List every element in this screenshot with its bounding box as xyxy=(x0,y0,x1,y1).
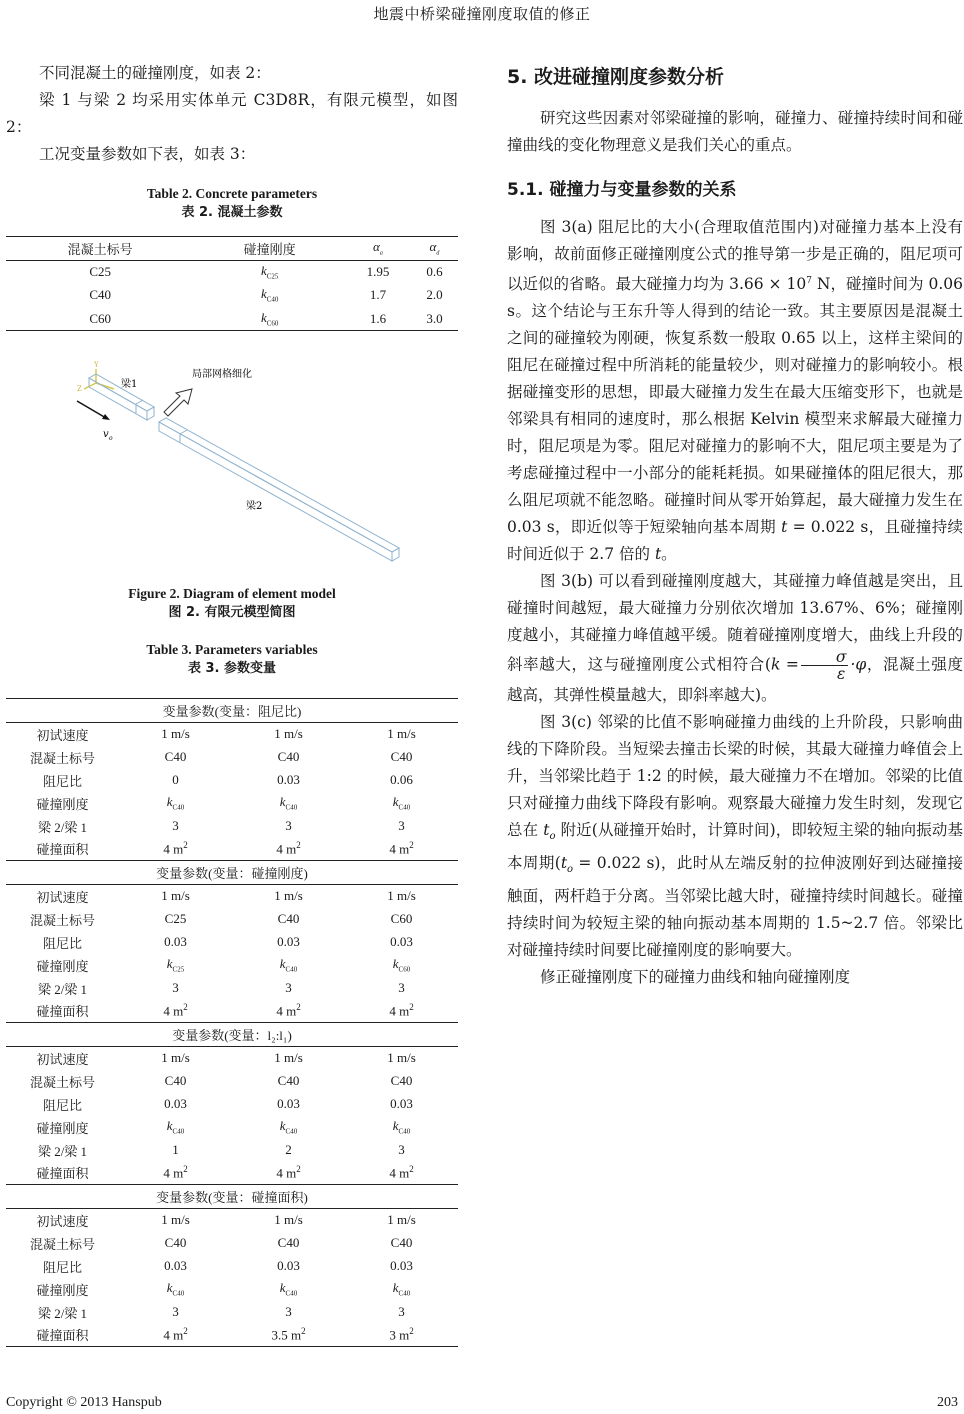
table-row xyxy=(6,1324,458,1347)
paragraph-last: 修正碰撞刚度下的碰撞力曲线和轴向碰撞刚度 xyxy=(540,968,851,987)
table3-caption-zh: 表 3. 参数变量 xyxy=(187,661,277,676)
cell-value: C40 xyxy=(390,749,413,764)
cell-value: 1 xyxy=(172,1142,179,1157)
cell-stiffness: $k_{C60}$ xyxy=(260,309,279,328)
cell-value: C40 xyxy=(164,749,187,764)
table-row xyxy=(6,307,458,331)
beam2-label: 梁2 xyxy=(246,501,263,512)
beam2-wireframe xyxy=(159,418,399,561)
table2-caption xyxy=(6,184,458,222)
velocity-arrow-icon xyxy=(77,401,110,420)
table-row xyxy=(6,1047,458,1070)
table-row xyxy=(6,931,458,954)
table-row xyxy=(6,1139,458,1162)
cell-value: 3 xyxy=(172,1304,179,1319)
row-label: 碰撞面积 xyxy=(36,1328,89,1344)
row-label: 梁 2/梁 1 xyxy=(37,819,88,835)
row-label: 碰撞面积 xyxy=(36,1004,89,1020)
axis-z-label: Z xyxy=(77,385,82,393)
table-row xyxy=(6,723,458,746)
row-label: 阻尼比 xyxy=(42,1259,82,1275)
row-label: 初试速度 xyxy=(36,889,89,905)
cell-value: 0.03 xyxy=(390,934,413,949)
figure2-caption-zh: 图 2. 有限元模型简图 xyxy=(168,605,296,620)
table-row xyxy=(6,885,458,908)
cell-value: 0 xyxy=(172,772,179,787)
cell-stiffness: $k_{C40}$ xyxy=(392,794,411,812)
table-row xyxy=(6,1232,458,1255)
table-row xyxy=(6,908,458,931)
cell-area: 4 $m^2$ xyxy=(389,840,414,857)
cell-value: 0.03 xyxy=(164,934,187,949)
table-header-row xyxy=(6,237,458,261)
row-label: 碰撞面积 xyxy=(36,1166,89,1182)
cell-value: 0.03 xyxy=(164,1258,187,1273)
row-label: 阻尼比 xyxy=(42,773,82,789)
cell-value: C25 xyxy=(164,911,187,926)
cell-value: 0.03 xyxy=(390,1258,413,1273)
row-label: 混凝土标号 xyxy=(29,1074,95,1090)
table-row xyxy=(6,1278,458,1301)
cell-value: C40 xyxy=(164,1235,187,1250)
cell-value: C40 xyxy=(277,911,300,926)
velocity-label-sub: o xyxy=(109,435,113,442)
row-label: 碰撞面积 xyxy=(36,842,89,858)
table-group-header xyxy=(6,861,458,885)
formula-lhs: k = xyxy=(770,655,799,674)
row-label: 初试速度 xyxy=(36,1213,89,1229)
cell-alpha-a: 1.6 xyxy=(369,310,387,326)
cell-area: 4 $m^2$ xyxy=(163,1326,188,1343)
cell-value: 1 m/s xyxy=(274,1212,303,1228)
cell-stiffness: $k_{C40}$ xyxy=(279,794,298,812)
cell-area: 4 $m^2$ xyxy=(276,1164,301,1181)
cell-value: 3 xyxy=(398,980,405,995)
cell-value: 0.03 xyxy=(277,934,300,949)
cell-value: 0.03 xyxy=(277,1096,300,1111)
cell-area: 4 $m^2$ xyxy=(276,1002,301,1019)
cell-value: 3 xyxy=(398,1142,405,1157)
cell-value: 1 m/s xyxy=(161,888,190,904)
row-label: 阻尼比 xyxy=(42,1097,82,1113)
cell-stiffness: $k_{C25}$ xyxy=(260,263,279,281)
table-row xyxy=(6,260,458,284)
formula-rhs: ·φ xyxy=(850,655,867,674)
table-row xyxy=(6,1093,458,1116)
mesh-refine-label: 局部网格细化 xyxy=(192,369,252,380)
group-title: 变量参数(变量：碰撞面积) xyxy=(6,1185,458,1209)
cell-value: 3 xyxy=(172,980,179,995)
row-label: 碰撞刚度 xyxy=(36,958,89,974)
cell-area: 4 $m^2$ xyxy=(276,840,301,857)
footer-page-number: 203 xyxy=(937,1395,958,1410)
mesh-refine-arrow-icon xyxy=(164,389,192,416)
cell-value: 3 xyxy=(285,818,292,833)
cell-area: 3.5 $m^2$ xyxy=(271,1326,306,1343)
cell-area: 4 $m^2$ xyxy=(389,1002,414,1019)
figure2-caption-en: Figure 2. Diagram of element model xyxy=(128,586,336,601)
col-header: 碰撞刚度 xyxy=(243,241,296,257)
table-row xyxy=(6,1116,458,1139)
table-row xyxy=(6,1070,458,1093)
paragraph: 不同混凝土的碰撞刚度，如表 2： xyxy=(39,64,271,82)
table3-caption xyxy=(6,640,458,678)
running-head-title: 地震中桥梁碰撞刚度取值的修正 xyxy=(373,7,591,23)
table-group-header xyxy=(6,699,458,723)
row-label: 梁 2/梁 1 xyxy=(37,981,88,997)
table-group-header xyxy=(6,1185,458,1209)
table-group-header xyxy=(6,1023,458,1047)
table3 xyxy=(6,698,458,1347)
paragraph: 工况变量参数如下表，如表 3： xyxy=(39,145,256,163)
left-column xyxy=(6,60,458,1347)
table-row xyxy=(6,792,458,815)
cell-value: 1 m/s xyxy=(387,726,416,742)
cell-grade: C40 xyxy=(89,287,111,303)
row-label: 碰撞刚度 xyxy=(36,1282,89,1298)
cell-value: 1 m/s xyxy=(161,1050,190,1066)
paragraph-intro: 研究这些因素对邻梁碰撞的影响，碰撞力、碰撞持续时间和碰撞曲线的变化物理意义是我们关心的重点。 xyxy=(507,109,963,154)
row-label: 碰撞刚度 xyxy=(36,1120,89,1136)
table-row xyxy=(6,1000,458,1023)
row-label: 阻尼比 xyxy=(42,935,82,951)
row-label: 混凝土标号 xyxy=(29,912,95,928)
cell-value: 3 xyxy=(398,818,405,833)
cell-stiffness: $k_{C40}$ xyxy=(166,794,185,812)
paragraph-fig3c: 图 3(c) 邻梁的比值不影响碰撞力曲线的上升阶段，只影响曲线的下降阶段。当短梁去撞击长梁的时候，其最大碰撞力峰值会上升，当邻梁比趋于 1:2 的时候，最大碰撞力不在增加。邻梁的比值只对碰撞力曲线下降段有影响。观察最大碰撞力发生时刻，发现它总在 $t_o$ 附近(从碰撞开始时，计算时间)，即较短主梁的轴向振动基本周期($t_o = 0.022$ s)，此时从左端反射的拉伸波刚好到达碰撞接触面，两杆趋于分离。当邻梁比越大时，碰撞持续时间越长。碰撞持续时间为较短主梁的轴向振动基本周期的 1.5~2.7 倍。邻梁比对碰撞持续时间要比碰撞刚度的影响要大。 xyxy=(507,713,963,960)
cell-stiffness: $k_{C40}$ xyxy=(279,1280,298,1298)
cell-value: C40 xyxy=(277,1235,300,1250)
figure2-caption xyxy=(6,584,458,622)
table2-caption-zh: 表 2. 混凝土参数 xyxy=(181,205,283,220)
col-header: $\alpha_a$ xyxy=(373,239,383,258)
cell-alpha-d: 2.0 xyxy=(426,287,443,303)
cell-value: C40 xyxy=(390,1235,413,1250)
table-row xyxy=(6,284,458,308)
cell-value: C40 xyxy=(277,749,300,764)
table-row xyxy=(6,977,458,1000)
cell-grade: C25 xyxy=(89,264,111,279)
cell-value: 1 m/s xyxy=(274,726,303,742)
cell-stiffness: $k_{C60}$ xyxy=(392,956,411,974)
table-row xyxy=(6,1255,458,1278)
group-title: 变量参数(变量：l₂:l₁) xyxy=(6,1023,458,1047)
table2-caption-en: Table 2. Concrete parameters xyxy=(146,186,318,201)
cell-value: 0.03 xyxy=(390,1096,413,1111)
col-header: $\alpha_d$ xyxy=(429,239,440,258)
cell-value: 3 xyxy=(285,1304,292,1319)
cell-value: 3 xyxy=(172,818,179,833)
col-header: 混凝土标号 xyxy=(67,241,133,257)
cell-value: 1 m/s xyxy=(161,1212,190,1228)
paragraph: 梁 1 与梁 2 均采用实体单元 C3D8R，有限元模型，如图 2： xyxy=(6,91,458,136)
cell-stiffness: $k_{C40}$ xyxy=(260,286,279,305)
cell-value: 1 m/s xyxy=(274,888,303,904)
row-label: 初试速度 xyxy=(36,1051,89,1067)
paragraph-fig3b: 图 3(b) 可以看到碰撞刚度越大，其碰撞力峰值越是突出，且碰撞时间越短，最大碰撞力分别依次增加 13.67%、6%；碰撞刚度越小，其碰撞力峰值越平缓。随着碰撞刚度增大，曲线上升段的斜率越大，这与碰撞刚度公式相符合(k = $\frac{\sigma}{\varepsilon}$ ·φ，混凝土强度越高，其弹性模量越大，即斜率越大)。 xyxy=(507,572,963,705)
cell-value: C40 xyxy=(164,1073,187,1088)
cell-value: 3 xyxy=(285,980,292,995)
cell-value: 0.03 xyxy=(277,1258,300,1273)
table-row xyxy=(6,746,458,769)
cell-area: 4 $m^2$ xyxy=(163,1002,188,1019)
row-label: 梁 2/梁 1 xyxy=(37,1305,88,1321)
cell-value: 0.03 xyxy=(164,1096,187,1111)
right-column xyxy=(507,60,963,991)
table-row xyxy=(6,1209,458,1232)
cell-stiffness: $k_{C40}$ xyxy=(279,956,298,974)
cell-stiffness: $k_{C40}$ xyxy=(166,1118,185,1136)
cell-value: 1 m/s xyxy=(387,888,416,904)
cell-alpha-d: 3.0 xyxy=(426,310,443,326)
cell-value: 0.06 xyxy=(390,772,413,787)
row-label: 梁 2/梁 1 xyxy=(37,1143,88,1159)
cell-area: 4 $m^2$ xyxy=(163,1164,188,1181)
axis-y-label: Y xyxy=(94,361,99,369)
footer-copyright: Copyright © 2013 Hanspub xyxy=(6,1395,162,1410)
cell-value: C40 xyxy=(277,1073,300,1088)
cell-area: 4 $m^2$ xyxy=(389,1164,414,1181)
cell-value: C60 xyxy=(390,911,413,926)
row-label: 碰撞刚度 xyxy=(36,796,89,812)
cell-value: 0.03 xyxy=(277,772,300,787)
group-title: 变量参数(变量：碰撞刚度) xyxy=(6,861,458,885)
cell-area: 3 $m^2$ xyxy=(389,1326,414,1343)
figure2-element-model xyxy=(6,349,458,584)
cell-value: 2 xyxy=(285,1142,292,1157)
section-heading-5-1: 5.1. 碰撞力与变量参数的关系 xyxy=(507,180,737,200)
group-title: 变量参数(变量：阻尼比) xyxy=(6,699,458,723)
table-row xyxy=(6,815,458,838)
table-row xyxy=(6,769,458,792)
table-row xyxy=(6,1162,458,1185)
row-label: 混凝土标号 xyxy=(29,750,95,766)
row-label: 初试速度 xyxy=(36,727,89,743)
cell-alpha-d: 0.6 xyxy=(426,264,443,279)
cell-value: 3 xyxy=(398,1304,405,1319)
section-heading-5: 5. 改进碰撞刚度参数分析 xyxy=(507,66,725,88)
cell-grade: C60 xyxy=(89,310,111,326)
cell-value: 1 m/s xyxy=(161,726,190,742)
cell-stiffness: $k_{C40}$ xyxy=(392,1118,411,1136)
cell-alpha-a: 1.7 xyxy=(369,287,387,303)
cell-stiffness: $k_{C40}$ xyxy=(279,1118,298,1136)
table-row xyxy=(6,838,458,861)
row-label: 混凝土标号 xyxy=(29,1236,95,1252)
table-row xyxy=(6,1301,458,1324)
cell-area: 4 $m^2$ xyxy=(163,840,188,857)
table-row xyxy=(6,954,458,977)
cell-alpha-a: 1.95 xyxy=(366,264,390,279)
cell-value: 1 m/s xyxy=(274,1050,303,1066)
cell-stiffness: $k_{C40}$ xyxy=(392,1280,411,1298)
cell-value: C40 xyxy=(390,1073,413,1088)
table3-caption-en: Table 3. Parameters variables xyxy=(146,642,318,657)
cell-value: 1 m/s xyxy=(387,1212,416,1228)
cell-value: 1 m/s xyxy=(387,1050,416,1066)
cell-stiffness: $k_{C40}$ xyxy=(166,1280,185,1298)
table2 xyxy=(6,236,458,331)
velocity-label: v xyxy=(103,429,109,440)
formula-fraction: $\frac{\sigma}{\varepsilon}$ xyxy=(801,649,849,682)
cell-stiffness: $k_{C25}$ xyxy=(166,956,185,974)
beam1-label: 梁1 xyxy=(121,379,138,390)
paragraph-fig3a: 图 3(a) 阻尼比的大小(合理取值范围内)对碰撞力基本上没有影响，故前面修正碰撞刚度公式的推导第一步是正确的，阻尼项可以近似的省略。最大碰撞力均为 $3.66 \times 10^7$ N，碰撞时间为 0.06 s。这个结论与王东升等人得到的结论一致。其主要原因是混凝土之间的碰撞较为刚硬，恢复系数一般取 0.65 以上，这样主梁间的阻尼在碰撞过程中所消耗的能量较少，则对碰撞力的影响较小。根据碰撞变形的思想，即最大碰撞力发生在最大压缩变形下，也就是邻梁具有相同的速度时，那么根据 Kelvin 模型来求解最大碰撞力时，阻尼项是为零。阻尼对碰撞力的影响不大，阻尼项主要是为了考虑碰撞过程中一小部分的能耗耗损。如果碰撞体的阻尼很大，那么阻尼项就不能忽略。碰撞时间从零开始算起，最大碰撞力发生在 0.03 s，即近似等于短梁轴向基本周期 t = 0.022 s，且碰撞持续时间近似于 2.7 倍的 t。 xyxy=(507,218,963,564)
beam-model-diagram xyxy=(6,349,458,584)
